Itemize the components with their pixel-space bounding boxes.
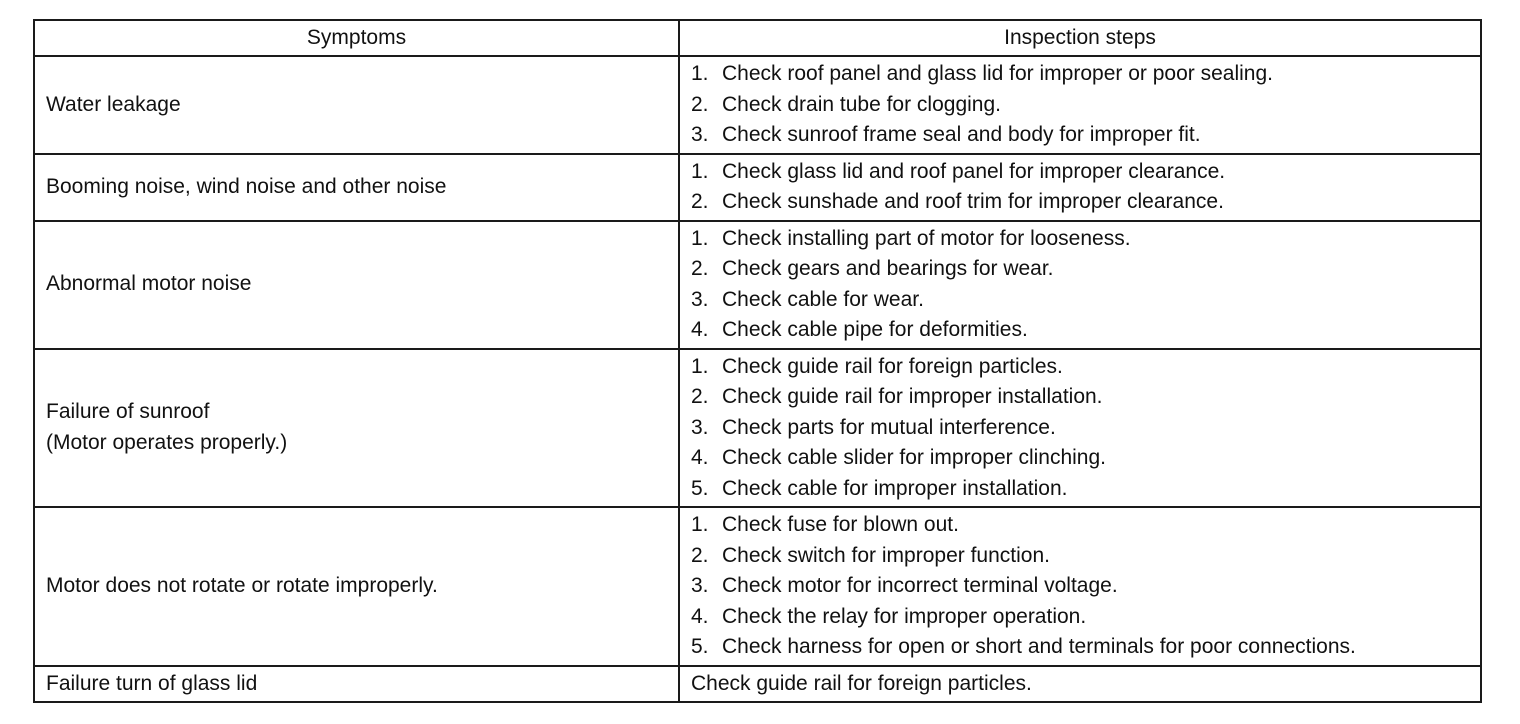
step-text: Check guide rail for foreign particles. — [722, 354, 1063, 378]
inspection-steps-cell — [679, 221, 1481, 349]
symptom-text: Abnormal motor noise — [46, 272, 252, 296]
step-text: Check fuse for blown out. — [722, 513, 959, 536]
header-symptoms: Symptoms — [34, 20, 679, 56]
step-text: Check glass lid and roof panel for improper clearance. — [722, 159, 1226, 183]
step-number: 1. — [691, 354, 709, 378]
step-number: 1. — [691, 226, 709, 250]
table-body — [34, 56, 1481, 702]
inspection-step — [691, 254, 1474, 285]
symptom-text: Booming noise, wind noise and other noise — [46, 174, 447, 198]
inspection-step — [691, 571, 1474, 602]
step-text: Check installing part of motor for looseness. — [722, 226, 1131, 250]
inspection-step — [691, 352, 1474, 383]
inspection-step — [691, 59, 1474, 90]
step-text: Check cable for wear. — [722, 287, 924, 311]
symptom-text: (Motor operates properly.) — [46, 430, 288, 454]
step-number: 2. — [691, 190, 709, 213]
step-number: 2. — [691, 257, 709, 280]
step-number: 2. — [691, 543, 709, 567]
inspection-steps-cell — [679, 666, 1481, 703]
step-number: 2. — [691, 385, 709, 408]
step-number: 4. — [691, 318, 709, 341]
symptom-cell — [34, 56, 679, 154]
table-row — [34, 154, 1481, 221]
symptom-cell — [34, 349, 679, 508]
symptom-cell — [34, 507, 679, 666]
header-row — [34, 20, 1481, 56]
inspection-step — [691, 224, 1474, 255]
step-text: Check cable for improper installation. — [722, 476, 1068, 500]
table-row — [34, 349, 1481, 508]
step-text: Check parts for mutual interference. — [722, 415, 1056, 439]
table-header — [34, 20, 1481, 56]
inspection-table — [33, 19, 1482, 703]
inspection-step — [691, 474, 1474, 505]
step-text: Check roof panel and glass lid for improper or poor sealing. — [722, 62, 1273, 85]
inspection-step — [691, 120, 1474, 151]
step-number: 1. — [691, 62, 709, 85]
step-text: Check switch for improper function. — [722, 543, 1050, 567]
step-text: Check sunroof frame seal and body for improper fit. — [722, 123, 1201, 146]
symptom-cell — [34, 666, 679, 703]
inspection-step — [691, 187, 1474, 218]
symptom-cell — [34, 154, 679, 221]
step-number: 4. — [691, 604, 709, 628]
symptom-text: Water leakage — [46, 92, 181, 116]
inspection-step — [691, 632, 1474, 663]
step-text: Check harness for open or short and terminals for poor connections. — [722, 635, 1356, 658]
step-text: Check the relay for improper operation. — [722, 604, 1087, 628]
step-number: 5. — [691, 476, 709, 500]
step-number: 1. — [691, 159, 709, 183]
symptom-text: Failure turn of glass lid — [46, 671, 258, 695]
step-number: 3. — [691, 574, 709, 597]
step-text: Check guide rail for improper installation. — [722, 385, 1103, 408]
step-text: Check guide rail for foreign particles. — [691, 671, 1032, 695]
inspection-steps-cell — [679, 154, 1481, 221]
inspection-step — [691, 602, 1474, 633]
step-text: Check motor for incorrect terminal voltage. — [722, 574, 1118, 597]
inspection-step — [691, 382, 1474, 413]
symptom-text: Motor does not rotate or rotate improperly. — [46, 574, 438, 597]
inspection-step — [691, 541, 1474, 572]
inspection-steps-cell — [679, 349, 1481, 508]
step-number: 5. — [691, 635, 709, 658]
step-number: 2. — [691, 92, 709, 116]
step-number: 3. — [691, 287, 709, 311]
inspection-steps-cell — [679, 56, 1481, 154]
step-number: 3. — [691, 415, 709, 439]
step-text: Check cable slider for improper clinching. — [722, 446, 1106, 469]
table-row — [34, 666, 1481, 703]
step-number: 4. — [691, 446, 709, 469]
step-text: Check gears and bearings for wear. — [722, 257, 1054, 280]
table-row — [34, 221, 1481, 349]
inspection-step — [691, 443, 1474, 474]
symptom-text: Failure of sunroof — [46, 400, 210, 424]
inspection-step — [691, 90, 1474, 121]
inspection-step — [691, 315, 1474, 346]
step-text: Check sunshade and roof trim for improper clearance. — [722, 190, 1224, 213]
step-text: Check drain tube for clogging. — [722, 92, 1001, 116]
step-text: Check cable pipe for deformities. — [722, 318, 1028, 341]
step-number: 3. — [691, 123, 709, 146]
header-inspection-steps: Inspection steps — [679, 20, 1481, 56]
symptom-cell — [34, 221, 679, 349]
table-row — [34, 56, 1481, 154]
table-row — [34, 507, 1481, 666]
inspection-step — [691, 669, 1474, 700]
step-number: 1. — [691, 513, 709, 536]
inspection-step — [691, 413, 1474, 444]
inspection-step — [691, 285, 1474, 316]
inspection-steps-cell — [679, 507, 1481, 666]
inspection-step — [691, 510, 1474, 541]
inspection-step — [691, 157, 1474, 188]
